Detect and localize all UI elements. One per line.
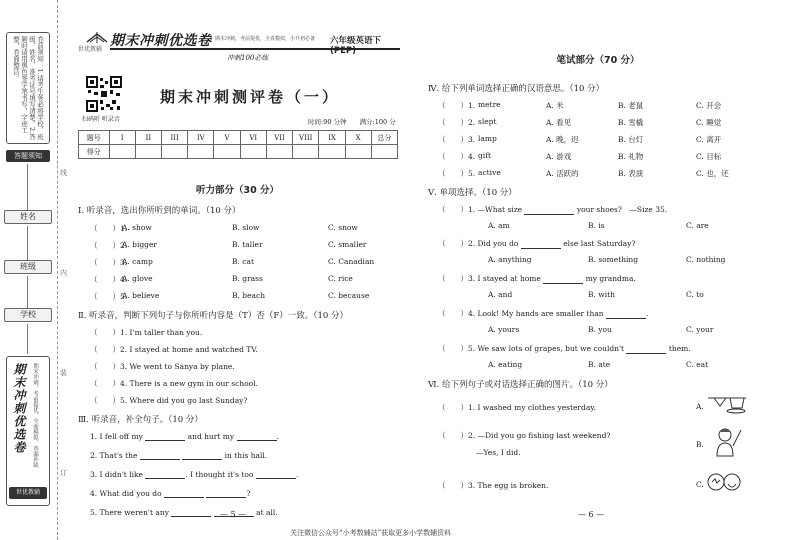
score-cell: IX — [319, 131, 345, 145]
q5-stem: else last Saturday? — [563, 239, 636, 248]
vertical-logo — [6, 356, 50, 506]
q5-stem: your shoes? —Size 35. — [576, 205, 668, 214]
q3-text: 2. That's the — [90, 451, 138, 460]
q4-number: （ ）5. — [438, 169, 476, 178]
q3-text: in this hall. — [224, 451, 268, 460]
q4-item[interactable] — [438, 151, 768, 162]
q3-text: . — [276, 432, 279, 441]
instructions-box — [6, 32, 50, 144]
q4-option-a: A. 米 — [546, 101, 564, 110]
q5-option-b: B. something — [588, 255, 639, 264]
q3-text: 5. There weren't any — [90, 508, 169, 517]
q5-option-a: A. and — [488, 290, 513, 299]
margin-mark: 装 — [60, 369, 67, 377]
notice-tag: 答题须知 — [6, 150, 50, 162]
q5-stem: Look! My hands are smaller than — [477, 309, 604, 318]
q5-number: （ ）3. — [438, 274, 476, 283]
q4-option-c: C. 也，还 — [696, 169, 729, 178]
binding-strip — [0, 0, 58, 540]
score-cell: 总分 — [371, 131, 397, 145]
q1-number: （ ）5. — [90, 292, 128, 301]
answer-blank[interactable] — [145, 471, 185, 479]
vertical-logo-brand: 世优教辅 — [9, 487, 47, 499]
q1-option-a: A. camp — [122, 257, 153, 266]
q4-option-a: A. 游戏 — [546, 152, 572, 161]
q2-heading: Ⅱ. 听录音，判断下列句子与你所听内容是（T）否（F）一致。（10 分） — [78, 311, 349, 321]
score-input[interactable] — [293, 145, 319, 159]
answer-blank[interactable] — [140, 452, 180, 460]
grade-label: 六年级英语下 (PEP) — [330, 36, 382, 56]
score-cell: VIII — [293, 131, 319, 145]
q3-text: 3. I didn't like — [90, 470, 143, 479]
vertical-logo-title: 期末冲刺优选卷 — [12, 363, 26, 454]
q6-text: I washed my clothes yesterday. — [477, 403, 596, 412]
score-input[interactable] — [188, 145, 214, 159]
writing-section-title: 笔试部分（70 分） — [556, 55, 640, 66]
answer-blank[interactable] — [626, 346, 666, 354]
qr-caption: 扫码听 听录音 — [82, 116, 120, 123]
broken-egg-icon — [706, 468, 742, 498]
q1-option-b: B. taller — [232, 240, 263, 249]
score-cell: I — [109, 131, 135, 145]
score-cell: VII — [266, 131, 292, 145]
q6-option-a-label: A. — [696, 402, 704, 411]
q4-word: metre — [478, 100, 501, 109]
q2-item[interactable]: （ ）2. I stayed at home and watched TV. — [90, 345, 258, 354]
q3-heading: Ⅲ. 听录音，补全句子。（10 分） — [78, 415, 203, 425]
q4-number: （ ）3. — [438, 135, 476, 144]
score-cell: III — [162, 131, 188, 145]
q5-number: （ ）1. — [438, 205, 476, 214]
q5-option-b: B. ate — [588, 360, 611, 369]
q3-text: and hurt my — [187, 432, 235, 441]
q6-item[interactable] — [438, 430, 610, 441]
listening-section-title: 听力部分（30 分） — [195, 185, 280, 196]
q3-text: . — [295, 470, 299, 479]
q5-stem: them. — [668, 344, 691, 353]
score-input[interactable] — [266, 145, 292, 159]
score-input[interactable] — [371, 145, 397, 159]
q4-heading: Ⅳ. 给下列单词选择正确的汉语意思。（10 分） — [428, 84, 605, 94]
q1-item[interactable] — [90, 257, 400, 268]
q5-number: （ ）4. — [438, 309, 476, 318]
score-row-label: 得分 — [79, 145, 110, 159]
margin-mark: 线 — [60, 169, 67, 177]
answer-blank[interactable] — [256, 470, 299, 479]
q5-option-a: A. eating — [488, 360, 523, 369]
q1-number: （ ）2. — [90, 241, 128, 250]
q1-option-b: B. beach — [232, 291, 266, 300]
page-number-6: — 6 — — [578, 510, 605, 519]
q4-option-c: C. 离开 — [696, 135, 722, 144]
q1-option-c: C. snow — [328, 223, 358, 232]
score-cell: IV — [188, 131, 214, 145]
q1-item[interactable] — [90, 240, 400, 251]
q1-option-c: C. because — [328, 291, 370, 300]
exam-title: 期末冲刺测评卷（一） — [159, 88, 340, 106]
q3-item[interactable] — [90, 451, 267, 460]
q1-option-b: B. cat — [232, 257, 254, 266]
q4-option-a: A. 看见 — [546, 118, 572, 127]
q4-item[interactable] — [438, 134, 768, 145]
q4-option-b: B. 台灯 — [618, 135, 644, 144]
name-slot[interactable]: 姓名 — [4, 210, 52, 224]
q5-option-c: C. eat — [686, 360, 709, 369]
q1-heading: Ⅰ. 听录音，选出你所听到的单词。（10 分） — [78, 206, 241, 216]
score-input[interactable] — [240, 145, 266, 159]
q1-option-c: C. smaller — [328, 240, 367, 249]
header-rule — [110, 48, 400, 50]
q5-option-b: B. with — [588, 290, 615, 299]
q6-number: （ ）2. — [438, 431, 476, 440]
q1-option-b: B. slow — [232, 223, 260, 232]
q3-item[interactable] — [90, 432, 279, 441]
q6-option-c-label: C. — [696, 480, 704, 489]
q5-number: （ ）2. — [438, 239, 476, 248]
q3-text: ? — [246, 489, 251, 498]
q4-item[interactable] — [438, 100, 768, 111]
q5-option-a: A. anything — [488, 255, 532, 264]
score-cell: II — [135, 131, 161, 145]
q1-item[interactable] — [90, 223, 400, 234]
q4-word: lamp — [478, 134, 497, 143]
answer-blank[interactable] — [171, 509, 211, 517]
q5-option-c: C. are — [686, 221, 709, 230]
answer-blank[interactable] — [145, 433, 185, 441]
q6-number: （ ）1. — [438, 403, 476, 412]
q4-option-c: C. 睡觉 — [696, 118, 722, 127]
q5-stem: . — [646, 309, 649, 318]
tagline: 冲刺100必练 — [227, 54, 269, 62]
q4-option-c: C. 开会 — [696, 101, 722, 110]
answer-blank[interactable] — [543, 276, 583, 284]
q4-option-a: A. 活跃的 — [546, 169, 579, 178]
q1-option-a: A. glove — [122, 274, 153, 283]
footer-note: 关注微信公众号“小考数辅站”获取更多小学数辅资料 — [290, 529, 452, 537]
q4-option-b: B. 表演 — [618, 169, 644, 178]
q5-option-a: A. yours — [488, 325, 520, 334]
score-cell: 题号 — [79, 131, 110, 145]
left-page — [70, 30, 405, 520]
q5-item[interactable] — [438, 343, 778, 354]
q5-option-b: B. is — [588, 221, 605, 230]
q5-stem: my grandma. — [585, 274, 636, 283]
q1-option-c: C. Canadian — [328, 257, 375, 266]
divider-line — [27, 324, 28, 354]
book-logo-icon — [86, 30, 108, 44]
q1-number: （ ）3. — [90, 258, 128, 267]
q3-item[interactable] — [90, 489, 250, 498]
page-header — [70, 30, 405, 70]
q5-stem: —What size — [477, 205, 523, 214]
q5-number: （ ）5. — [438, 344, 476, 353]
q4-item[interactable] — [438, 168, 768, 179]
q5-item[interactable] — [438, 308, 778, 319]
score-header-row — [79, 131, 398, 145]
score-input[interactable] — [345, 145, 371, 159]
q3-item[interactable] — [90, 508, 278, 517]
q5-heading: Ⅴ. 单项选择。（10 分） — [428, 188, 517, 198]
q4-option-c: C. 目标 — [696, 152, 722, 161]
q1-item[interactable] — [90, 291, 400, 302]
q1-option-b: B. grass — [232, 274, 263, 283]
score-input[interactable] — [214, 145, 240, 159]
brand-mini: 世优教辅 — [78, 46, 103, 53]
q5-option-c: C. nothing — [686, 255, 726, 264]
q1-option-a: A. show — [122, 223, 152, 232]
q3-item[interactable] — [90, 470, 298, 479]
washing-clothes-icon — [706, 392, 748, 414]
q4-word: gift — [478, 151, 491, 160]
score-cell: V — [214, 131, 240, 145]
score-input[interactable] — [162, 145, 188, 159]
instructions-text: 卷前须知：1.请考生务必将学校、班级、姓名、准考证号填写清楚。2.答题时请用黑色签字笔书写，字迹工整，卷面整洁。 — [12, 36, 44, 140]
score-cell: X — [345, 131, 371, 145]
q1-option-c: C. rice — [328, 274, 353, 283]
q4-option-b: B. 雪橇 — [618, 118, 644, 127]
q4-item[interactable] — [438, 117, 768, 128]
q4-option-a: A. 晚，迟 — [546, 135, 579, 144]
answer-blank[interactable] — [182, 452, 222, 460]
q1-item[interactable] — [90, 274, 400, 285]
q6-text: The egg is broken. — [477, 481, 549, 490]
q5-option-a: A. am — [488, 221, 510, 230]
q4-option-b: B. 老鼠 — [618, 101, 644, 110]
q4-number: （ ）4. — [438, 152, 476, 161]
vertical-logo-slogan: 期末冲刺，考前提优，全面模拟，查漏补缺 — [32, 363, 38, 468]
q1-option-a: A. believe — [122, 291, 160, 300]
q6-answer-line: —Yes, I did. — [476, 448, 521, 457]
margin-mark: 订 — [60, 469, 67, 477]
q6-option-b-label: B. — [696, 440, 704, 449]
q5-stem: We saw lots of grapes, but we couldn't — [477, 344, 625, 353]
q6-heading: Ⅵ. 给下列句子或对话选择正确的图片。（10 分） — [428, 380, 613, 390]
q5-item[interactable] — [438, 238, 778, 249]
q5-item[interactable] — [438, 273, 778, 284]
q3-text: . I thought it's too — [185, 470, 254, 479]
margin-mark: 内 — [60, 269, 67, 277]
divider-line — [27, 164, 28, 210]
q1-option-a: A. bigger — [122, 240, 158, 249]
page-number-5: — 5 — — [220, 510, 247, 519]
divider-line — [27, 276, 28, 308]
score-input[interactable] — [319, 145, 345, 159]
answer-blank[interactable] — [524, 207, 574, 215]
exam-meta: 时间:90 分钟 满分:100 分 — [308, 118, 396, 126]
school-slot[interactable]: 学校 — [4, 308, 52, 322]
q5-option-b: B. you — [588, 325, 612, 334]
qr-code-icon[interactable] — [86, 76, 122, 112]
q3-text: 1. I fell off my — [90, 432, 143, 441]
score-input[interactable] — [135, 145, 161, 159]
q4-option-b: B. 礼物 — [618, 152, 644, 161]
q2-item[interactable]: （ ）1. I'm taller than you. — [90, 328, 203, 337]
q5-item[interactable] — [438, 204, 778, 215]
q6-text: —Did you go fishing last weekend? — [477, 431, 611, 440]
logo-title: 期末冲刺优选卷 — [110, 33, 212, 49]
answer-blank[interactable] — [206, 490, 246, 498]
score-cell: VI — [240, 131, 266, 145]
q5-stem: I stayed at home — [477, 274, 541, 283]
q5-option-c: C. to — [686, 290, 704, 299]
score-value-row — [79, 145, 398, 159]
q6-number: （ ）3. — [438, 481, 476, 490]
q4-number: （ ）2. — [438, 118, 476, 127]
q4-word: slept — [478, 117, 497, 126]
q5-option-c: C. your — [686, 325, 714, 334]
right-page — [428, 30, 800, 520]
q2-item[interactable]: （ ）5. Where did you go last Sunday? — [90, 396, 248, 405]
q3-text: at all. — [256, 508, 278, 517]
score-table — [78, 130, 398, 159]
q6-item[interactable] — [438, 480, 548, 491]
q5-stem: Did you do — [477, 239, 519, 248]
fishing-person-icon — [708, 426, 742, 460]
q2-item[interactable]: （ ）3. We went to Sanya by plane. — [90, 362, 235, 371]
q4-word: active — [478, 168, 501, 177]
q3-text: 4. What did you do — [90, 489, 162, 498]
answer-blank[interactable] — [164, 490, 204, 498]
q2-item[interactable]: （ ）4. There is a new gym in our school. — [90, 379, 258, 388]
q6-item[interactable] — [438, 402, 596, 413]
answer-blank[interactable] — [606, 309, 649, 319]
answer-blank[interactable] — [237, 433, 277, 441]
q1-number: （ ）4. — [90, 275, 128, 284]
q1-number: （ ）1. — [90, 224, 128, 233]
logo-subtitle: 期末冲刺，考前提优，全真模拟，小升初必备 — [215, 36, 316, 42]
q4-number: （ ）1. — [438, 101, 476, 110]
answer-blank[interactable] — [521, 241, 561, 249]
score-input[interactable] — [109, 145, 135, 159]
divider-line — [27, 226, 28, 260]
class-slot[interactable]: 班级 — [4, 260, 52, 274]
